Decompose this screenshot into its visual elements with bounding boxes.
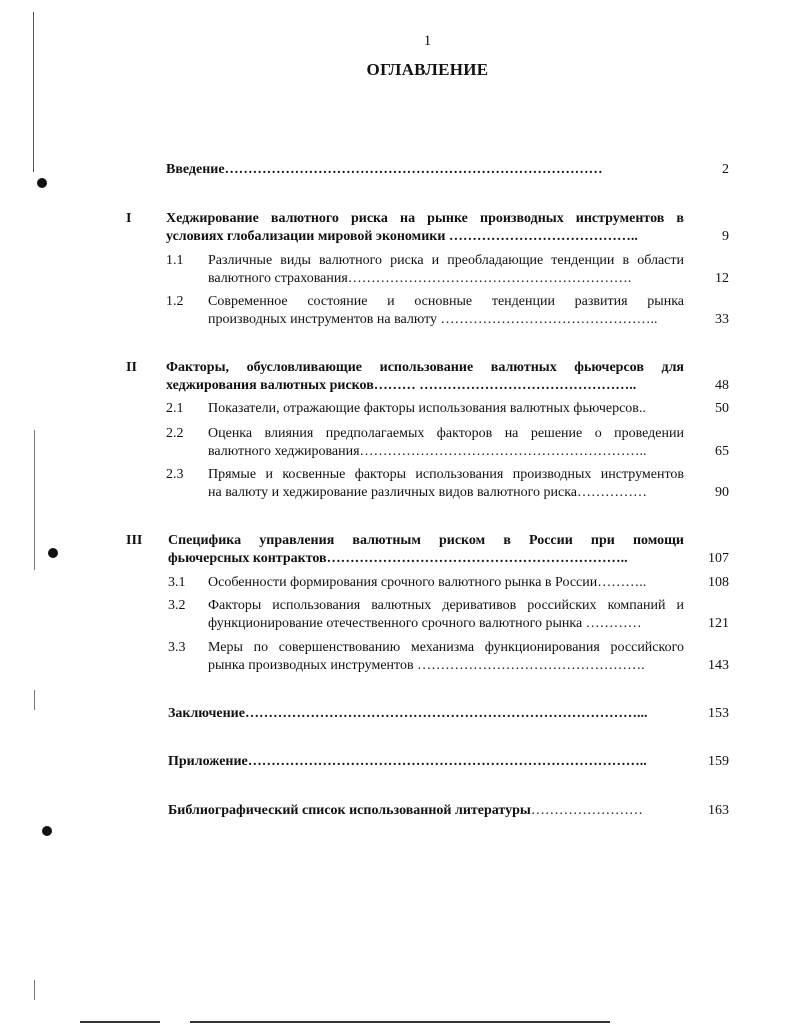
toc-leader-dots: ……………………………………………………………………… [224,162,603,177]
toc-entry-label: Введение [166,162,225,177]
section-title[interactable]: Различные виды валютного риска и преобладающие тенденции в области [208,253,684,268]
section-number: 2.3 [166,467,184,482]
toc-leader-dots: …………………………………………………………………………... [244,706,648,721]
section-title-continued[interactable]: рынка производных инструментов …………………………………………. [208,658,645,673]
punch-hole-mark [48,548,58,558]
section-number: 2.1 [166,401,184,416]
toc-page-number: 153 [708,706,729,721]
toc-entry-bibliography[interactable] [168,802,643,820]
chapter-title-continued[interactable]: хеджирования валютных рисков……… ……………………………………….. [166,378,637,393]
section-number: 1.2 [166,294,184,309]
chapter-numeral: II [126,360,137,375]
section-number: 3.2 [168,598,186,613]
toc-leader-dots: ………………………………………………………………………….. [247,754,647,769]
toc-page-number: 2 [722,162,729,177]
punch-hole-mark [42,826,52,836]
section-title-continued[interactable]: на валюту и хеджирование различных видов валютного риска…………… [208,485,647,500]
toc-entry-label: Заключение [168,706,245,721]
toc-page-number: 107 [708,551,729,566]
section-number: 1.1 [166,253,184,268]
punch-hole-mark [37,178,47,188]
toc-page-number: 65 [715,444,729,459]
page-number: 1 [423,33,432,49]
toc-page-number: 33 [715,312,729,327]
toc-page-number: 143 [708,658,729,673]
toc-entry-label: Приложение [168,754,248,769]
toc-page-number: 159 [708,754,729,769]
toc-page-number: 50 [715,401,729,416]
section-title-continued[interactable]: валютного хеджирования…………………………………………………….. [208,444,647,459]
chapter-title[interactable]: Специфика управления валютным риском в России при помощи [168,533,684,548]
section-title[interactable]: Прямые и косвенные факторы использования производных инструментов [208,467,684,482]
scan-edge-line [34,690,35,710]
toc-entry-appendix[interactable] [168,753,647,771]
toc-entry-label: Библиографический список использованной литературы [168,803,531,818]
toc-page-number: 121 [708,616,729,631]
scan-edge-line [34,980,35,1000]
chapter-title-continued[interactable]: фьючерсных контрактов……………………………………………………….. [168,551,628,566]
toc-page-number: 9 [722,229,729,244]
toc-page-number: 108 [708,575,729,590]
chapter-numeral: III [126,533,143,548]
section-title[interactable]: Особенности формирования срочного валютного рынка в России……….. [208,575,647,590]
toc-page-number: 90 [715,485,729,500]
section-title-continued[interactable]: функционирование отечественного срочного валютного рынка ………… [208,616,642,631]
chapter-title[interactable]: Хеджирование валютного риска на рынке производных инструментов в [166,211,684,226]
section-title[interactable]: Показатели, отражающие факторы использования валютных фьючерсов.. [208,401,646,416]
bottom-edge-line [190,1021,610,1023]
section-title[interactable]: Меры по совершенствованию механизма функционирования российского [208,640,684,655]
section-title-continued[interactable]: валютного страхования……………………………………………………. [208,271,632,286]
section-title[interactable]: Оценка влияния предполагаемых факторов на решение о проведении [208,426,684,441]
scan-edge-line [34,430,35,570]
section-title[interactable]: Факторы использования валютных деривативов российских компаний и [208,598,684,613]
chapter-title[interactable]: Факторы, обусловливающие использование валютных фьючерсов для [166,360,684,375]
toc-page-number: 48 [715,378,729,393]
toc-leader-dots: …………………… [530,803,643,818]
toc-entry-intro[interactable] [166,161,603,179]
toc-page-number: 163 [708,803,729,818]
section-number: 2.2 [166,426,184,441]
chapter-numeral: I [126,211,132,226]
bottom-edge-line [80,1021,160,1023]
toc-page-number: 12 [715,271,729,286]
section-number: 3.3 [168,640,186,655]
chapter-title-continued[interactable]: условиях глобализации мировой экономики ………………………………….. [166,229,638,244]
section-title[interactable]: Современное состояние и основные тенденции развития рынка [208,294,684,309]
section-title-continued[interactable]: производных инструментов на валюту ……………………………………….. [208,312,658,327]
section-number: 3.1 [168,575,186,590]
page-title: ОГЛАВЛЕНИЕ [366,60,489,79]
toc-entry-conclusion[interactable] [168,705,647,723]
